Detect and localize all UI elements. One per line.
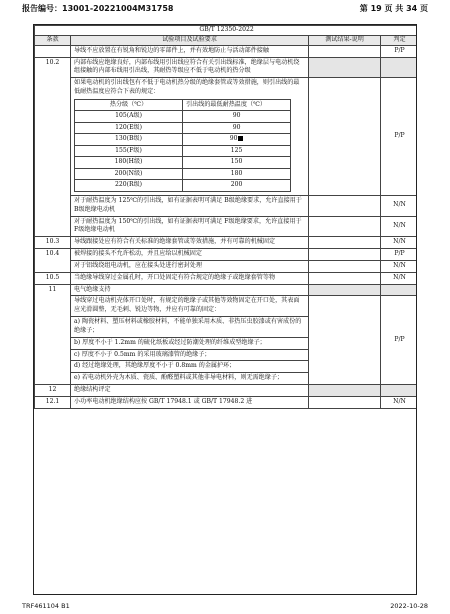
table-row (35, 249, 418, 261)
verdict: N/N (381, 216, 418, 237)
heat-class: 200(N级) (75, 168, 183, 180)
form-date: 2022-10-28 (390, 602, 428, 610)
standard-title: GB/T 12350-2022 (35, 26, 418, 36)
test-report-table (34, 25, 417, 409)
requirement-text: 被焊接的接头不允许松动，并且应给以机械固定 (71, 249, 309, 261)
heat-class: 155(F级) (75, 145, 183, 157)
min-temp-header: 引出线的最低耐热温度（℃） (183, 99, 291, 111)
table-row (35, 385, 418, 397)
requirement-text: a) 陶瓷材料、塑压材料或橡胶材料，不能单独采用木质、非热压虫胶漆或有害成份的绝缘子； (71, 317, 309, 338)
column-header-row (35, 35, 418, 45)
clause-number: 10.5 (35, 272, 71, 284)
requirement-text: 小功率电动机绝缘结构应按 GB/T 17948.1 或 GB/T 17948.2 进 (71, 396, 309, 408)
requirement-text: 导线穿过电动机壳体开口处时，有规定的绝缘子或其他等效物固定在开口处，其表面应光滑圆整，无毛刺、锐边等物，并应有可靠的固定： (71, 296, 309, 317)
min-temp: 90 (229, 135, 238, 143)
clause-number: 10.4 (35, 249, 71, 273)
table-row (35, 296, 418, 317)
verdict: N/N (381, 260, 418, 272)
col-verdict: 判定 (381, 35, 418, 45)
verdict: N/N (381, 396, 418, 408)
heat-class: 105(A级) (75, 111, 183, 123)
report-number: 报告编号：13001-20221004M31758 (22, 4, 174, 13)
table-row (35, 396, 418, 408)
table-row (35, 195, 418, 216)
table-row (35, 45, 418, 57)
col-requirement: 试验项目及试验要求 (71, 35, 309, 45)
marker-square-icon (238, 136, 243, 141)
requirement-text: 电气绝缘支持 (71, 284, 309, 296)
table-row (35, 57, 418, 78)
requirement-text: 导线不应放置在有锐角和锐边的零部件上，并有效地防止与活动部件接触 (71, 45, 309, 57)
clause-number: 10.3 (35, 237, 71, 249)
heat-class: 130(B级) (75, 134, 183, 146)
requirement-text: 对于耐热温度为 125℃的引出线，如有证据表明可满足 B级绝缘要求，允许直接用于 B级绝缘电动机 (71, 195, 309, 216)
min-temp: 200 (183, 180, 291, 192)
table-row (35, 260, 418, 272)
heat-class-header: 热分级（℃） (75, 99, 183, 111)
requirement-text: c) 厚度不小于 0.5mm 的采用玻璃漆管的绝缘子； (71, 349, 309, 361)
col-result: 测试结果-说明 (309, 35, 381, 45)
verdict: P/P (381, 45, 418, 57)
table-row (35, 272, 418, 284)
requirement-text: e) 若电动机外壳为木质、瓷质、酚醛塑料或其他非导电材料，则无需绝缘子； (71, 373, 309, 385)
heat-class: 180(H级) (75, 157, 183, 169)
page-number: 第 19 页 共 34 页 (359, 4, 428, 13)
page-header (22, 3, 428, 15)
verdict: P/P (381, 249, 418, 261)
form-code: TRF461104 B1 (22, 602, 70, 610)
requirement-text: b) 厚度不小于 1.2mm 的硫化纸板或经过防潮处理的纤维成型绝缘子； (71, 337, 309, 349)
heat-class-table (74, 99, 291, 192)
col-clause: 条款 (35, 35, 71, 45)
min-temp-cell (183, 134, 291, 146)
requirement-block (71, 78, 309, 196)
table-row (35, 78, 418, 196)
requirement-text: 内部布线应绝缘良好，内部布线用引出线应符合有关引出线标准，绝缘层与电动机绕组接触的内部布线用引出线，其耐热等级应不低于电动机的热分级 (71, 57, 309, 78)
requirement-text: 当绝缘导线穿过金属孔时，开口处固定有符合规定的绝缘子或绝缘套管等物 (71, 272, 309, 284)
verdict: N/N (381, 195, 418, 216)
clause-number: 12.1 (35, 396, 71, 408)
heat-class: 120(E级) (75, 122, 183, 134)
requirement-text: 如果电动机的引出线包有不低于电动机热分级的绝缘套管或等效措施，则引出线的最低耐热温度应符合下表的规定： (74, 79, 300, 96)
requirement-text: 绝缘结构评定 (71, 385, 309, 397)
table-row (35, 216, 418, 237)
requirement-text: 导线跟接处应有符合有关标准的绝缘套管或等效措施，并有可靠的机械固定 (71, 237, 309, 249)
test-report-table-frame (33, 24, 417, 595)
min-temp: 90 (183, 122, 291, 134)
clause-number: 10.2 (35, 57, 71, 237)
min-temp: 90 (183, 111, 291, 123)
requirement-text: d) 经过绝缘处理，其绝缘厚度不小于 0.8mm 的金属护环； (71, 361, 309, 373)
requirement-text: 对于铝线绕组电动机，应在接头处进行密封处理 (71, 260, 309, 272)
verdict: P/P (381, 78, 418, 196)
verdict: N/N (381, 272, 418, 284)
requirement-text: 对于耐热温度为 150℃的引出线，如有证据表明可满足 F级绝缘要求，允许直接用于 F级绝缘电动机 (71, 216, 309, 237)
min-temp: 150 (183, 157, 291, 169)
table-row (35, 237, 418, 249)
clause-number: 11 (35, 284, 71, 384)
verdict: P/P (381, 296, 418, 385)
min-temp: 125 (183, 145, 291, 157)
clause-number: 12 (35, 385, 71, 397)
heat-class: 220(R级) (75, 180, 183, 192)
table-row (35, 284, 418, 296)
page-footer (22, 602, 428, 612)
verdict: N/N (381, 237, 418, 249)
min-temp: 180 (183, 168, 291, 180)
